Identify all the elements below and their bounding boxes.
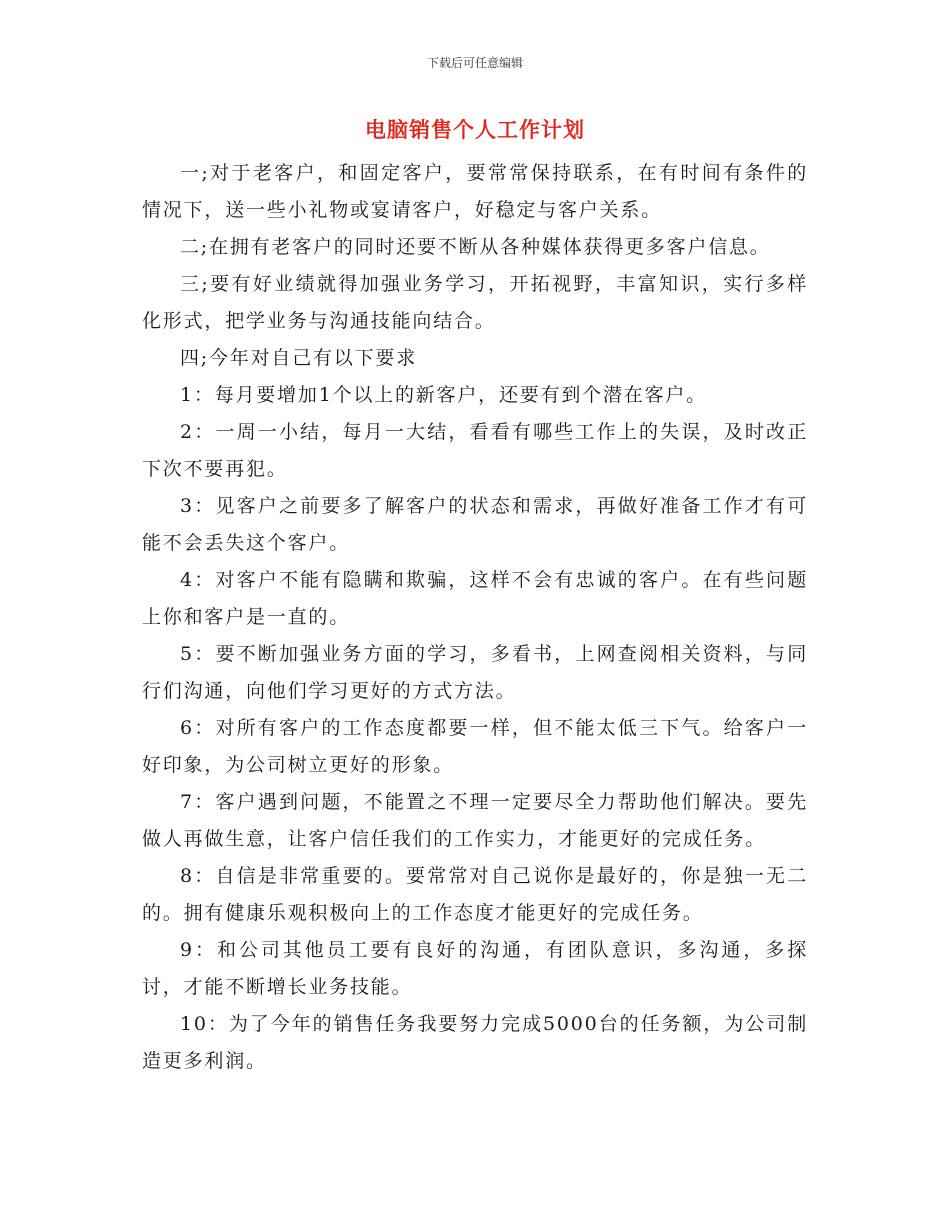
document-title: 电脑销售个人工作计划 xyxy=(365,118,585,142)
list-item-7: 7：客户遇到问题，不能置之不理一定要尽全力帮助他们解决。要先做人再做生意，让客户信任我们的工作实力，才能更好的完成任务。 xyxy=(142,791,808,850)
paragraph-1: 一;对于老客户，和固定客户，要常常保持联系，在有时间有条件的情况下，送一些小礼物或宴请客户，好稳定与客户关系。 xyxy=(142,162,808,221)
list-item-10: 10：为了今年的销售任务我要努力完成5000台的任务额，为公司制造更多利润。 xyxy=(142,1013,808,1072)
list-item-5: 5：要不断加强业务方面的学习，多看书，上网查阅相关资料，与同行们沟通，向他们学习更好的方式方法。 xyxy=(142,643,808,702)
list-item-3: 3：见客户之前要多了解客户的状态和需求，再做好准备工作才有可能不会丢失这个客户。 xyxy=(142,495,808,554)
paragraph-3: 三;要有好业绩就得加强业务学习，开拓视野，丰富知识，实行多样化形式，把学业务与沟通技能向结合。 xyxy=(142,273,808,332)
paragraph-2: 二;在拥有老客户的同时还要不断从各种媒体获得更多客户信息。 xyxy=(180,236,771,258)
list-item-8: 8：自信是非常重要的。要常常对自己说你是最好的，你是独一无二的。拥有健康乐观积极向上的工作态度才能更好的完成任务。 xyxy=(142,865,808,924)
document-body xyxy=(142,155,808,1080)
list-item-4: 4：对客户不能有隐瞒和欺骗，这样不会有忠诚的客户。在有些问题上你和客户是一直的。 xyxy=(142,569,808,628)
list-item-1: 1：每月要增加1个以上的新客户，还要有到个潜在客户。 xyxy=(180,384,707,406)
list-item-2: 2：一周一小结，每月一大结，看看有哪些工作上的失误，及时改正下次不要再犯。 xyxy=(142,421,808,480)
list-item-6: 6：对所有客户的工作态度都要一样，但不能太低三下气。给客户一好印象，为公司树立更好的形象。 xyxy=(142,717,808,776)
paragraph-4: 四;今年对自己有以下要求 xyxy=(180,347,418,369)
list-item-9: 9：和公司其他员工要有良好的沟通，有团队意识，多沟通，多探讨，才能不断增长业务技能。 xyxy=(142,939,808,998)
header-note: 下载后可任意编辑 xyxy=(426,56,523,70)
